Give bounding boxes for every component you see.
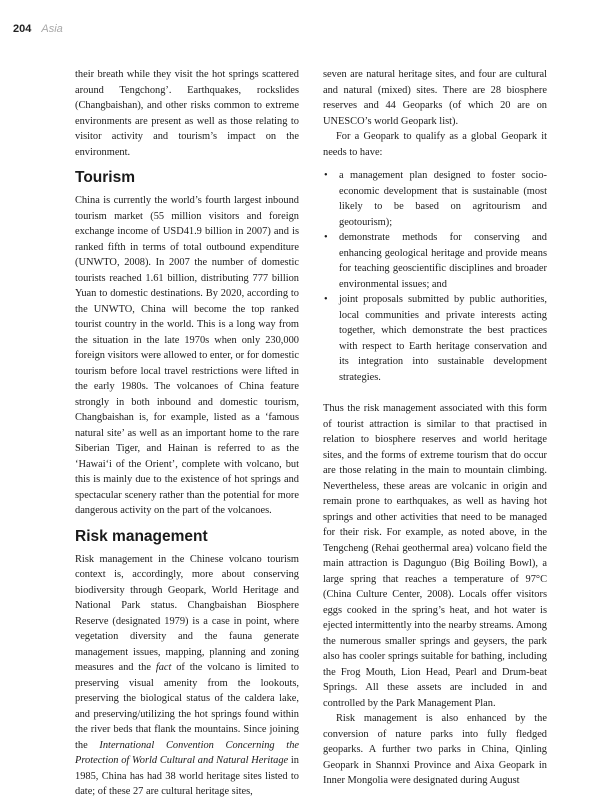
paragraph-continuation: their breath while they visit the hot springs scattered around Tengchong’. Earthquakes, rockslides (Changbaishan), and other risks common to extreme environments are present as well as those relating to visitor activity and tourism’s impact on the environment. (75, 69, 299, 158)
heading-risk-management: Risk management (75, 527, 208, 545)
paragraph-geopark-conversion: Risk management is also enhanced by the conversion of nature parks into fully fledged geoparks. A further two parks in China, Qinling Geopark in Shannxi Province and Aixa Geopark in Inner Mongolia were designated during August (323, 713, 547, 786)
text-run: of the volcano is limited to preserving visual amenity from the lookouts, preserving the biological status of the caldera lake, and preserving/utilizing the hot springs found within the river beds that flank the mountains. Since joining the (75, 662, 299, 751)
running-section-title: Asia (41, 23, 63, 35)
emphasis-fact: fact (155, 662, 172, 673)
paragraph-risk-management (75, 552, 299, 800)
heading-tourism: Tourism (75, 169, 135, 186)
paragraph-tengchong: Thus the risk management associated with this form of tourist attraction is similar to that practised in relation to biosphere reserves and world heritage sites, and the forms of extreme tourism that do occur are those relating in the main to mountain climbing. Nevertheless, these areas are volcanic in origin and remain prone to earthquakes, as well as having hot springs and other activities that need to be managed for their risk. For example, as noted above, in the Tengcheng (Rehai geothermal area) volcano field the main attraction is Dagunguo (Big Boiling Bowl), a large spring that reaches a temperature of 97°C (China Culture Center, 2008). Locals offer visitors eggs cooked in the spring’s heat, and hot water is ejected intermittently into the nearby streams. Among the numerous smaller springs and geysers, the park also has cooler springs suitable for bathing, including the Frog Mouth, Lion Head, Pearl and Drum-beat Springs. All these assets are included in and controlled by the Park Management Plan. (323, 403, 547, 709)
page-number: 204 (13, 23, 32, 35)
right-column (323, 67, 547, 789)
text-run: in 1985, China has had 38 world heritage sites listed to date; of these 27 are cultural heritage sites, (75, 755, 299, 797)
running-header (13, 22, 63, 36)
convention-title: International Convention Concerning the Protection of World Cultural and Natural Heritage (75, 739, 299, 766)
list-item: • a management plan designed to foster socio-economic development that is sustainable (most likely to be based on agritourism and geotourism); (323, 168, 547, 230)
list-item: • joint proposals submitted by public authorities, local communities and private interests acting together, which demonstrate the best practices with respect to Earth heritage conservation and its integration into sustainable development strategies. (323, 292, 547, 385)
list-item: • demonstrate methods for conserving and enhancing geological heritage and provide means for teaching geoscientific disciplines and broader environmental issues; and (323, 230, 547, 292)
text-run: Risk management in the Chinese volcano tourism context is, accordingly, more about conserving biodiversity through Geopark, World Heritage and National Park status. Changbaishan Biosphere Reserve (designated 1979) is a case in point, where vegetation diversity and the fauna generate management issues, mapping, planning and zoning measures and the (75, 553, 299, 673)
paragraph-geopark-intro: For a Geopark to qualify as a global Geopark it needs to have: (323, 131, 547, 158)
paragraph-heritage-counts: seven are natural heritage sites, and four are cultural and natural (mixed) sites. There are 28 biosphere reserves and 44 Geoparks (of which 20 are on UNESCO’s world Geopark list). (323, 69, 547, 127)
left-column (75, 67, 299, 800)
paragraph-tourism: China is currently the world’s fourth largest inbound tourism market (55 million visitors and foreign exchange income of USD41.9 billion in 2007) and is ranked fifth in terms of total outbound expenditure (UNWTO, 2008). In 2007 the number of domestic tourists reached 1.61 billion, distributing 777 billion Yuan to domestic destinations. By 2020, according to the UNWTO, China will become the top ranked tourist country in the world. This is a long way from the situation in the late 1970s when only 230,000 foreign visitors were allowed to enter, or for domestic tourism before local travel restrictions were lifted in the early 1980s. The volcanoes of China feature strongly in both inbound and domestic tourism, Changbaishan is, for example, listed as a ‘famous natural site’ as well as an important home to the rare Siberian Tiger, and Hainan is referred to as the ‘Hawai‘i of the Orient’, complete with volcano, but this is mainly due to the existence of hot springs and spectacular scenery rather than the potential for more dangerous activity on the part of the volcanoes. (75, 195, 299, 516)
geopark-criteria-list (323, 168, 547, 385)
